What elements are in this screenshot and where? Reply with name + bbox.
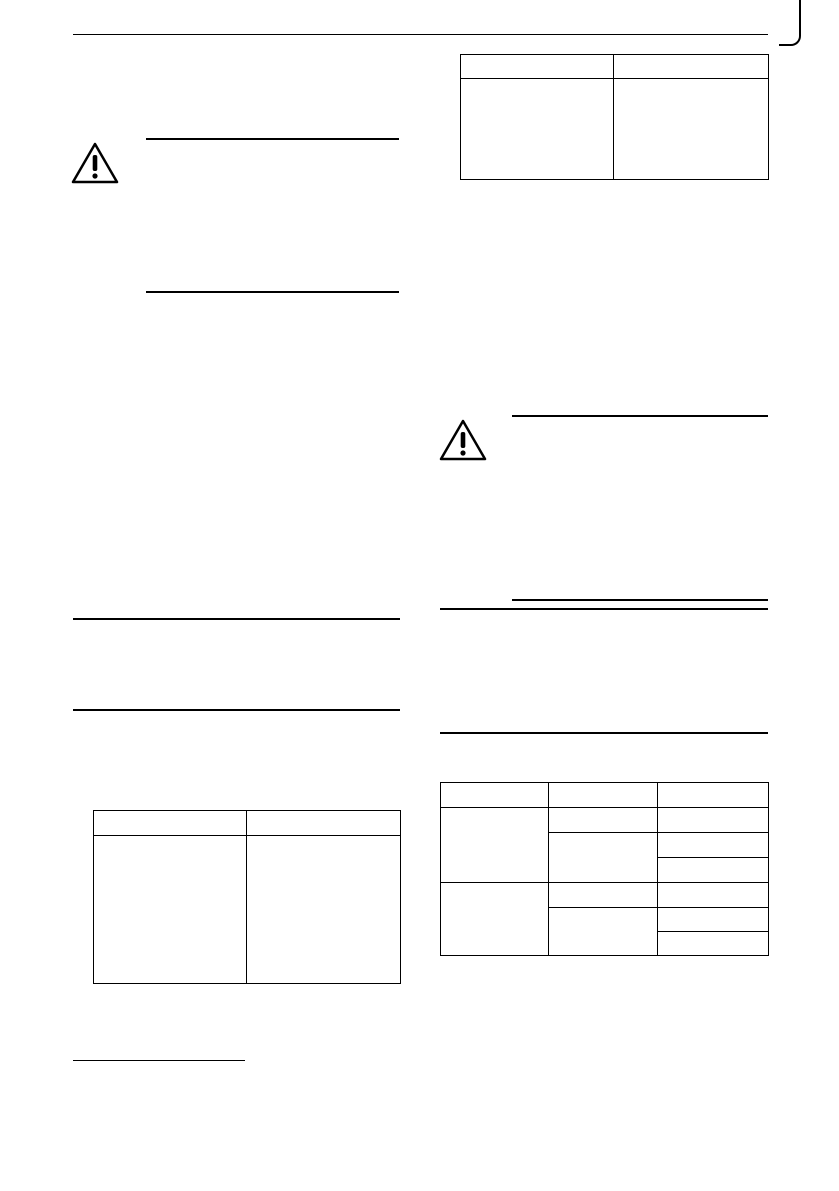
warning-bottom-rule bbox=[512, 599, 768, 601]
right-bottom-table-header bbox=[441, 783, 549, 808]
warning-top-rule bbox=[146, 138, 399, 140]
note-top-rule bbox=[73, 618, 400, 620]
table-cell bbox=[549, 908, 658, 956]
right-top-table-header bbox=[614, 55, 769, 79]
right-top-table bbox=[460, 54, 769, 180]
header-rule bbox=[73, 34, 768, 35]
table-cell bbox=[658, 883, 769, 908]
right-top-table-cell bbox=[461, 79, 614, 180]
warning-triangle-icon bbox=[438, 418, 488, 462]
note-top-rule bbox=[440, 608, 768, 610]
left-table-header bbox=[94, 811, 247, 836]
right-bottom-table-header bbox=[549, 783, 658, 808]
warning-bottom-rule bbox=[146, 291, 399, 293]
table-cell bbox=[549, 883, 658, 908]
left-table bbox=[93, 810, 401, 984]
right-top-table-header bbox=[461, 55, 614, 79]
right-bottom-table-header bbox=[658, 783, 769, 808]
binding-mark bbox=[779, 0, 801, 46]
warning-triangle-icon bbox=[70, 141, 120, 185]
table-cell bbox=[658, 808, 769, 833]
note-bottom-rule bbox=[440, 732, 768, 734]
note-bottom-rule bbox=[73, 709, 400, 711]
left-table-header bbox=[247, 811, 401, 836]
left-table-cell bbox=[94, 836, 247, 984]
right-top-table-cell bbox=[614, 79, 769, 180]
footnote-rule bbox=[73, 1060, 245, 1061]
group-label-cell bbox=[441, 808, 549, 883]
table-cell bbox=[658, 908, 769, 932]
table-cell bbox=[549, 833, 658, 883]
table-cell bbox=[549, 808, 658, 833]
table-cell bbox=[658, 932, 769, 956]
right-bottom-table bbox=[440, 782, 769, 956]
table-cell bbox=[658, 833, 769, 858]
group-label-cell bbox=[441, 883, 549, 956]
table-cell bbox=[658, 858, 769, 883]
left-table-cell bbox=[247, 836, 401, 984]
warning-top-rule bbox=[512, 415, 768, 417]
